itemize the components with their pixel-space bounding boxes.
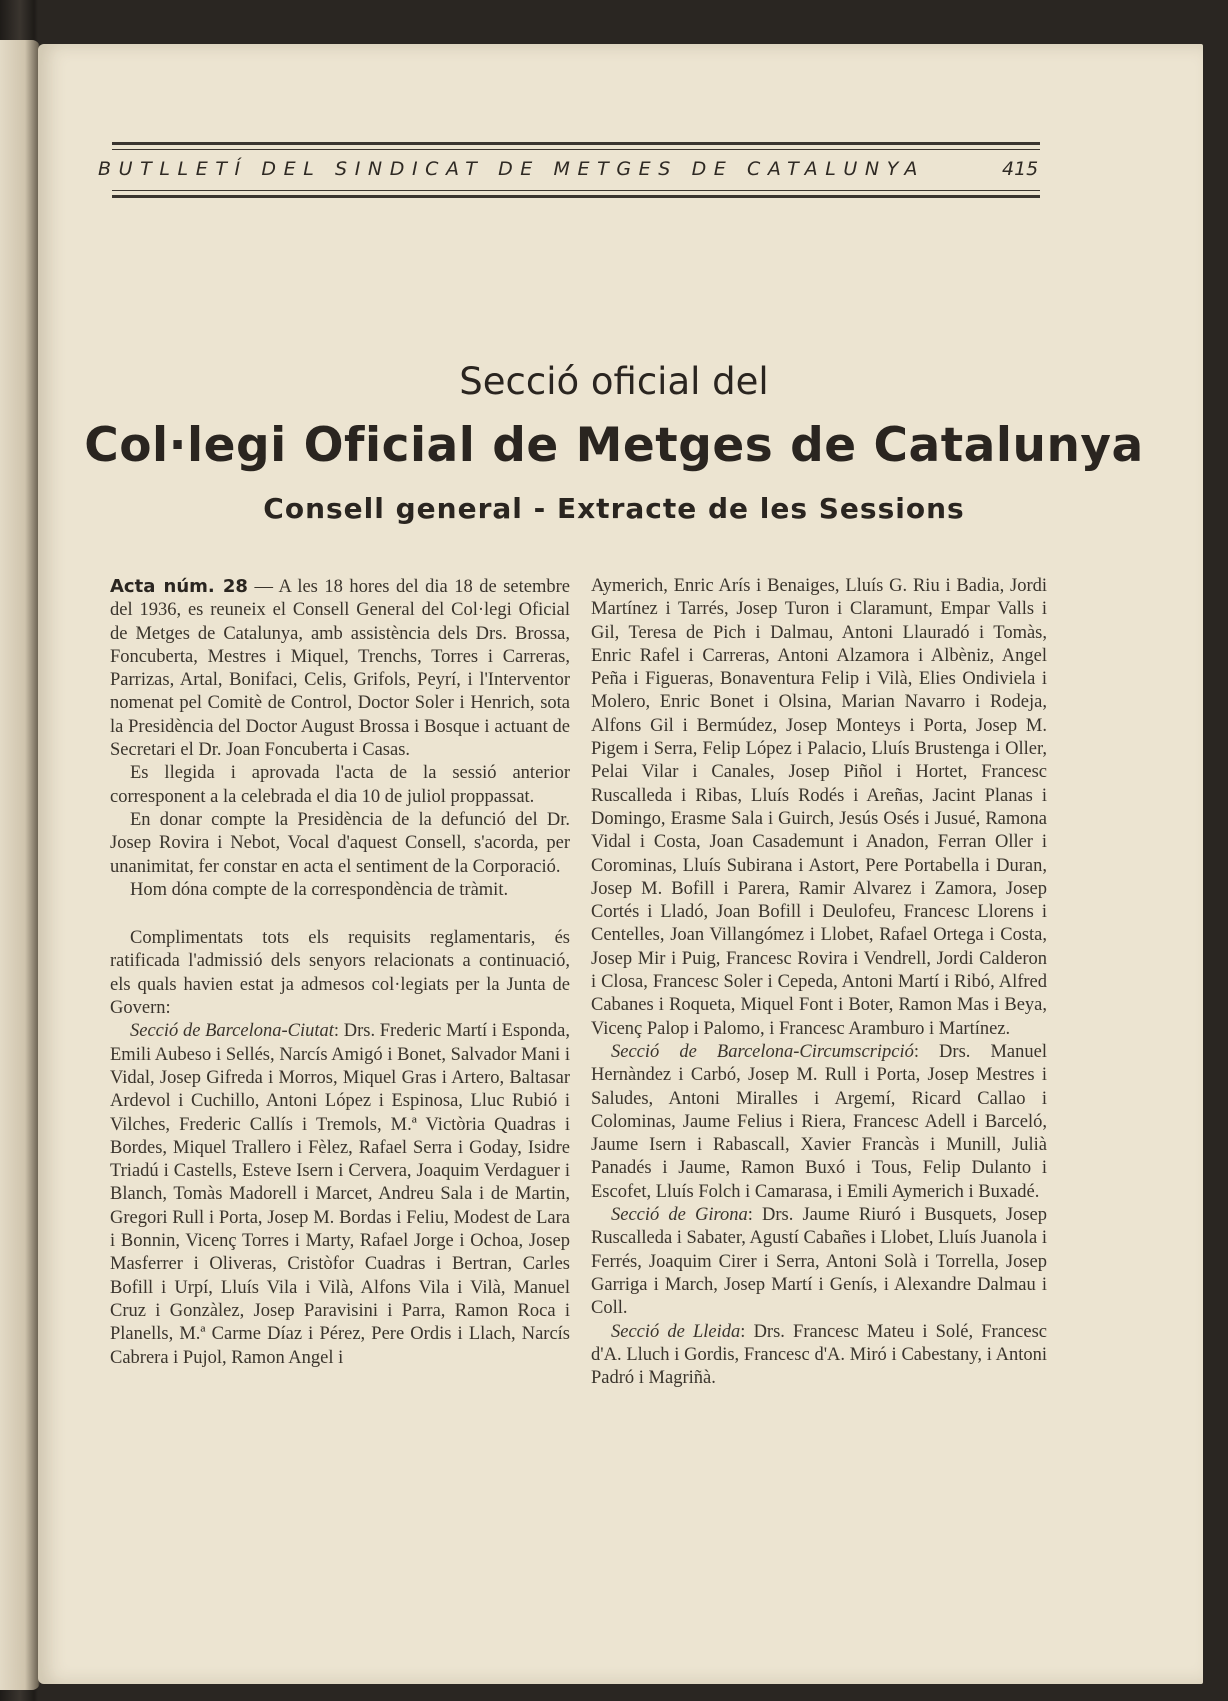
paragraph: En donar compte la Presidència de la defunció del Dr. Josep Rovira i Nebot, Vocal d'aquest Consell, s'acorda, per unanimitat, fer constar en acta el sentiment de la Corporació. [110, 809, 570, 877]
header-rule-top [112, 142, 1040, 145]
section-name: Secció de Girona [611, 1205, 748, 1226]
main-title: Col·legi Oficial de Metges de Catalunya [84, 418, 1144, 473]
member-list: : Drs. Manuel Hernàndez i Carbó, Josep M. Rull i Porta, Josep Mestres i Saludes, Antoni Miralles i Argemí, Ricard Callao i Colominas, Jaume Felius i Riera, Francesc Adell i Barceló, Jaume Isern i Rabascall, Xavier Francàs i Munill, Julià Panadés i Jaume, Ramon Buxó i Tous, Felip Dulanto i Escofet, Lluís Folch i Camarasa, i Emili Aymerich i Buxadé. [591, 1041, 1047, 1202]
paragraph-section-lleida [591, 1321, 1047, 1391]
paragraph-section-barcelona-ciutat [110, 1020, 570, 1369]
header-rule-top-thin [112, 149, 1040, 150]
member-list: : Drs. Jaume Riuró i Busquets, Josep Ruscalleda i Sabater, Agustí Cabañes i Llobet, Lluís Juanola i Ferrés, Joaquim Cirer i Serra, Antoni Solà i Torrella, Josep Garriga i March, Josep Martí i Genís, i Alexandre Dalmau i Coll. [591, 1205, 1048, 1319]
paragraph: Es llegida i aprovada l'acta de la sessió anterior corresponent a la celebrada el dia 10 de juliol proppassat. [110, 763, 570, 807]
section-name: Secció de Lleida [611, 1321, 741, 1342]
paragraph: Hom dóna compte de la correspondència de tràmit. [130, 879, 509, 900]
member-list: : Drs. Frederic Martí i Esponda, Emili Aubeso i Sellés, Narcís Amigó i Bonet, Salvador Mani i Vidal, Josep Gifreda i Morros, Miquel Gras i Artero, Baltasar Ardevol i Cuchillo, Antoni López i Espinosa, Lluc Rubió i Vilches, Frederic Callís i Tremols, M.ª Victòria Quadras i Bordes, Miquel Trallero i Fèlez, Rafael Serra i Goday, Isidre Triadú i Castells, Esteve Isern i Cervera, Joaquim Verdaguer i Blanch, Tomàs Madorell i Marcet, Andreu Sala i de Martin, Gregori Rull i Porta, Josep M. Bordas i Feliu, Modest de Lara i Bonnin, Vicenç Torres i Marty, Rafael Jorge i Ochoa, Josep Masferrer i Oliveras, Cristòfor Cuadras i Bertran, Carles Bofill i Urpí, Lluís Vila i Vilà, Alfons Vila i Vilà, Manuel Cruz i Gonzàlez, Josep Paravisini i Parra, Ramon Roca i Planells, M.ª Carme Díaz i Pérez, Pere Ordis i Llach, Narcís Cabrera i Pujol, Ramon Angel i [110, 1021, 571, 1368]
right-column [591, 575, 1047, 1390]
paragraph: Aymerich, Enric Arís i Benaiges, Lluís G. Riu i Badia, Jordi Martínez i Tarrés, Josep Turon i Claramunt, Empar Valls i Gil, Teresa de Pich i Dalmau, Antoni Llauradó i Tomàs, Enric Rafel i Carreras, Antoni Alzamora i Albèniz, Angel Peña i Figueras, Bonaventura Felip i Vilà, Elies Ondiviela i Molero, Enric Bonet i Olsina, Marian Navarro i Rodeja, Alfons Gil i Bermúdez, Josep Monteys i Porta, Josep M. Pigem i Serra, Felip López i Palacio, Lluís Brustenga i Oller, Pelai Vilar i Canales, Josep Piñol i Hortet, Francesc Ruscalleda i Ribas, Lluís Rodés i Areñas, Jacint Planas i Domingo, Erasme Sala i Guirch, Jesús Osés i Jusué, Ramona Vidal i Costa, Joan Casademunt i Anadon, Ferran Oller i Corominas, Lluís Subirana i Astort, Pere Portabella i Duran, Josep M. Bofill i Parera, Ramir Alvarez i Zamora, Josep Cortés i Lladó, Joan Bofill i Deulofeu, Francesc Llorens i Centelles, Joan Villangómez i Llobet, Rafael Ortega i Costa, Josep Mir i Puig, Francesc Rovira i Vendrell, Jordi Calderon i Closa, Francesc Soler i Cepeda, Antoni Martí i Ribó, Alfred Cabanes i Roqueta, Miquel Font i Boter, Ramon Mas i Beya, Vicenç Palop i Palomo, i Francesc Aramburo i Martínez. [591, 576, 1047, 1039]
header-rule-bottom-thin [112, 190, 1040, 191]
left-column [110, 575, 570, 1370]
member-list: : Drs. Francesc Mateu i Solé, Francesc d'A. Lluch i Gordis, Francesc d'A. Miró i Cabestany, i Antoni Padró i Magriñà. [591, 1321, 1048, 1389]
page-number: 415 [1002, 158, 1039, 180]
running-header: BUTLLETÍ DEL SINDICAT DE METGES DE CATALUNYA [98, 158, 926, 180]
acta-text: — A les 18 hores del dia 18 de setembre del 1936, es reuneix el Consell General del Col·legi Oficial de Metges de Catalunya, amb assistència dels Drs. Brossa, Foncuberta, Mestres i Miquel, Trenchs, Torres i Carreras, Parrizas, Artal, Bonifaci, Celis, Grifols, Peyrí, i l'Interventor nomenat pel Comitè de Control, Doctor Soler i Henrich, sota la Presidència del Doctor August Brossa i Bosque i actuant de Secretari el Dr. Joan Foncuberta i Casas. [110, 577, 570, 761]
paragraph-acta [110, 575, 570, 762]
acta-label: Acta núm. 28 [110, 576, 248, 597]
paragraph-section-girona [591, 1204, 1047, 1320]
section-name: Secció de Barcelona-Circumscripció [611, 1041, 914, 1062]
section-name: Secció de Barcelona-Ciutat [130, 1021, 334, 1042]
paragraph: Complimentats tots els requisits reglamentaris, és ratificada l'admissió dels senyors relacionats a continuació, els quals havien estat ja admesos col·legiats per la Junta de Govern: [110, 928, 570, 1019]
subtitle: Consell general - Extracte de les Sessions [263, 492, 965, 525]
header-rule-bottom [112, 195, 1040, 198]
book-spine [0, 40, 40, 1690]
paragraph-section-barcelona-circumscripcio [591, 1041, 1047, 1204]
section-title: Secció oficial del [459, 360, 769, 403]
